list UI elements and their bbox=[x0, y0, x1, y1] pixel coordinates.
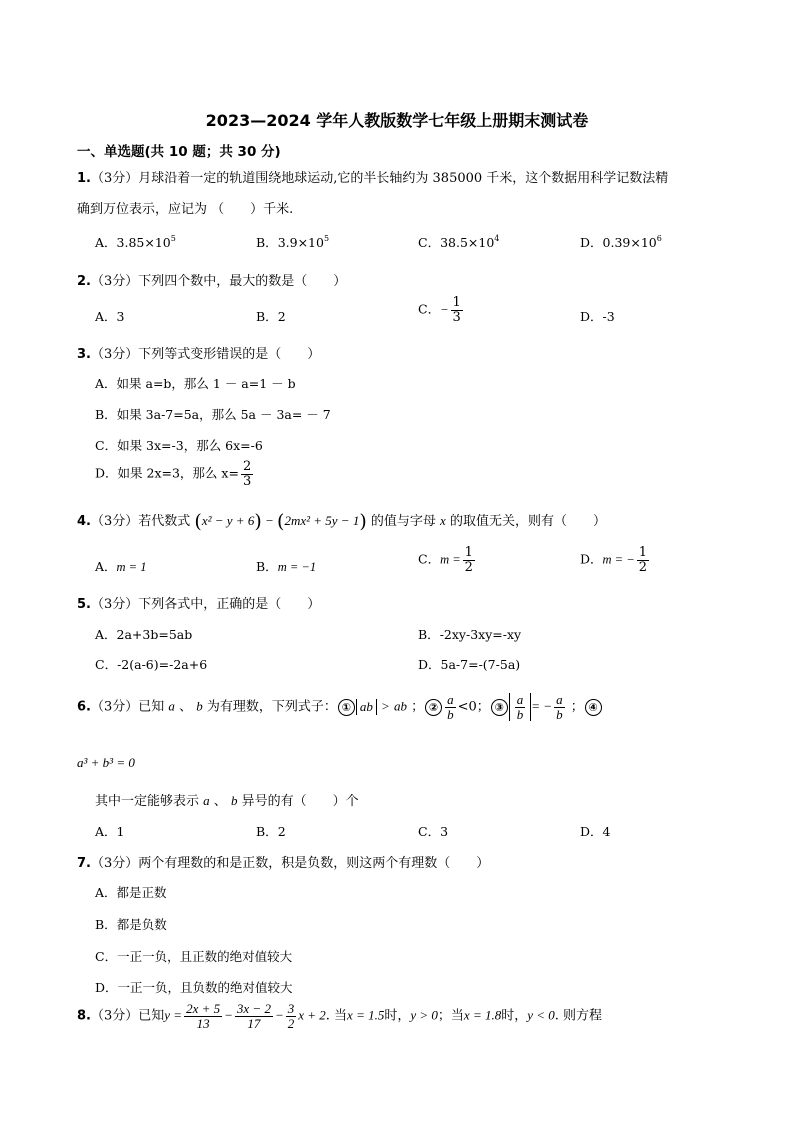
question-score: （3分） bbox=[90, 171, 139, 186]
fraction: $\frac{1}{2}$ bbox=[464, 545, 473, 575]
question-text: 月球沿着一定的轨道围绕地球运动,它的半长轴约为 385000 千米，这个数据用科学记数法精 bbox=[138, 171, 669, 186]
option-b[interactable]: B．2 bbox=[256, 309, 286, 324]
page-title: 2023—2024 学年人教版数学七年级上册期末测试卷 bbox=[205, 111, 589, 130]
option-b[interactable]: B．m = −1 bbox=[256, 559, 317, 574]
option-d[interactable]: D．-3 bbox=[580, 309, 615, 324]
option-a[interactable]: A．$3.85\times 10^5$ bbox=[95, 234, 176, 250]
circle-number-2: ② bbox=[425, 699, 442, 716]
option-a[interactable]: A．1 bbox=[95, 824, 125, 839]
question-3 bbox=[77, 343, 320, 362]
circle-number-4: ④ bbox=[585, 699, 602, 716]
absolute-value: ab bbox=[356, 699, 377, 715]
fraction: $\frac{3x - 2}{17}$ bbox=[236, 1001, 271, 1031]
question-1-line2: 确到万位表示，应记为 （ ）千米. bbox=[77, 202, 294, 217]
question-8: 8.（3分）已知y = $\frac{2x + 5}{13}$ − $\frac{3x - 2}{17}$ − $\frac{3}{2}$ x + 2. 当x = 1.5时，y > 0；当x = 1.8时，y < 0. 则方程 bbox=[77, 1001, 603, 1031]
math-expression: x² − y + 6 bbox=[201, 513, 255, 528]
option-d[interactable]: D．$0.39\times 10^6$ bbox=[580, 234, 662, 250]
fraction: $\frac{a}{b}$ bbox=[447, 692, 454, 722]
option-d[interactable]: D．如果 2x=3，那么 x= $\frac{2}{3}$ bbox=[95, 459, 252, 489]
question-number: 4. bbox=[77, 514, 91, 529]
fraction: $\frac{a}{b}$ bbox=[556, 692, 563, 722]
question-text: 下列各式中，正确的是（ ） bbox=[138, 597, 321, 612]
question-score: （3分） bbox=[90, 347, 139, 362]
question-6-expression: a³ + b³ = 0 bbox=[77, 755, 135, 770]
option-c[interactable]: C．− $\frac{1}{3}$ bbox=[418, 295, 461, 325]
option-c[interactable]: C．一正一负，且正数的绝对值较大 bbox=[95, 949, 293, 964]
option-a[interactable]: A．2a+3b=5ab bbox=[95, 627, 193, 642]
option-a[interactable]: A．都是正数 bbox=[95, 885, 167, 900]
option-b[interactable]: B．2 bbox=[256, 824, 286, 839]
section-heading: 一、单选题(共 10 题；共 30 分) bbox=[77, 144, 281, 160]
option-d[interactable]: D．一正一负，且负数的绝对值较大 bbox=[95, 980, 293, 995]
question-text: 下列等式变形错误的是（ ） bbox=[138, 347, 321, 362]
option-c[interactable]: C．如果 3x=-3，那么 6x=-6 bbox=[95, 438, 263, 453]
question-number: 2. bbox=[77, 274, 91, 289]
circle-number-1: ① bbox=[338, 699, 355, 716]
question-4: 4.（3分）若代数式 (x² − y + 6) − (2mx² + 5y − 1) 的值与字母 x 的取值无关，则有（ ） bbox=[77, 510, 606, 533]
option-d[interactable]: D．5a-7=-(7-5a) bbox=[418, 657, 521, 672]
question-score: （3分） bbox=[90, 1008, 139, 1024]
question-2 bbox=[77, 270, 346, 289]
question-number: 6. bbox=[77, 699, 91, 715]
fraction: $\frac{2}{3}$ bbox=[242, 459, 252, 489]
question-number: 7. bbox=[77, 856, 91, 871]
question-text: 两个有理数的和是正数，积是负数，则这两个有理数（ ） bbox=[138, 856, 490, 871]
question-6-line3: 其中一定能够表示 a 、 b 异号的有（ ）个 bbox=[95, 793, 359, 809]
question-score: （3分） bbox=[90, 514, 139, 529]
option-c[interactable]: C．$38.5\times 10^4$ bbox=[418, 234, 500, 250]
question-number: 8. bbox=[77, 1008, 91, 1024]
question-number: 1. bbox=[77, 171, 91, 186]
option-c[interactable]: C．-2(a-6)=-2a+6 bbox=[95, 657, 208, 672]
fraction: $\frac{1}{2}$ bbox=[638, 545, 647, 575]
question-score: （3分） bbox=[90, 597, 139, 612]
option-c[interactable]: C．m = $\frac{1}{2}$ bbox=[418, 545, 473, 575]
option-b[interactable]: B．-2xy-3xy=-xy bbox=[418, 627, 522, 642]
fraction: $\frac{1}{3}$ bbox=[452, 295, 461, 325]
question-1 bbox=[77, 167, 668, 186]
fraction: $\frac{3}{2}$ bbox=[287, 1001, 295, 1031]
question-6: 6.（3分）已知 a 、 b 为有理数，下列式子： ① ab > ab ； ② $\frac{a}{b}$ <0； ③ $\frac{a}{b}$ = − $\frac{a}{b}$ ； ④ bbox=[77, 693, 603, 721]
option-b[interactable]: B．$3.9\times 10^5$ bbox=[256, 234, 330, 250]
question-number: 5. bbox=[77, 597, 91, 612]
question-text: 下列四个数中，最大的数是（ ） bbox=[138, 274, 347, 289]
circle-number-3: ③ bbox=[491, 699, 508, 716]
option-b[interactable]: B．如果 3a-7=5a，那么 5a － 3a= － 7 bbox=[95, 407, 331, 422]
question-7 bbox=[77, 852, 489, 871]
question-score: （3分） bbox=[90, 856, 139, 871]
fraction: $\frac{2x + 5}{13}$ bbox=[186, 1001, 221, 1031]
absolute-value: $\frac{a}{b}$ bbox=[509, 693, 532, 721]
math-expression: 2mx² + 5y − 1 bbox=[284, 513, 360, 528]
option-a[interactable]: A．3 bbox=[95, 309, 125, 324]
question-score: （3分） bbox=[90, 699, 139, 715]
question-score: （3分） bbox=[90, 274, 139, 289]
question-number: 3. bbox=[77, 347, 91, 362]
option-d[interactable]: D．m = − $\frac{1}{2}$ bbox=[580, 545, 647, 575]
option-a[interactable]: A．如果 a=b，那么 1 － a=1 － b bbox=[95, 376, 296, 391]
question-5 bbox=[77, 593, 320, 612]
option-a[interactable]: A．m = 1 bbox=[95, 559, 147, 574]
option-d[interactable]: D．4 bbox=[580, 824, 611, 839]
option-c[interactable]: C．3 bbox=[418, 824, 449, 839]
option-b[interactable]: B．都是负数 bbox=[95, 917, 167, 932]
